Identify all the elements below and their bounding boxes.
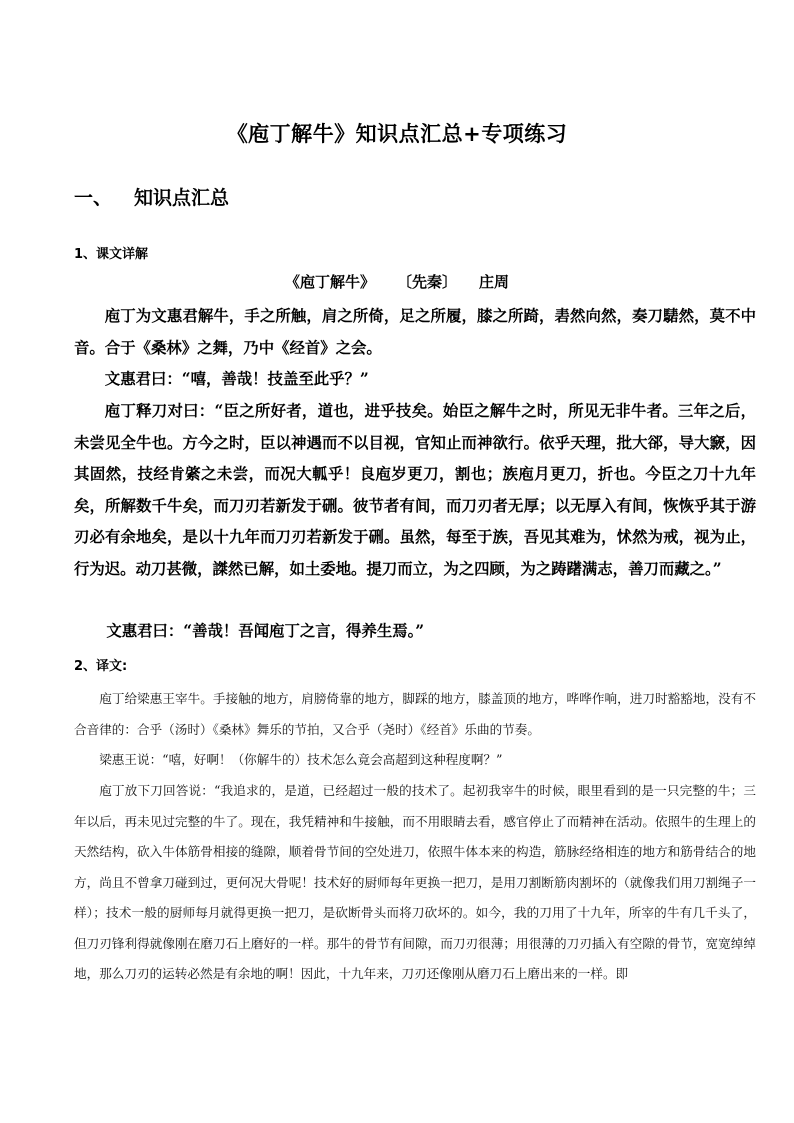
original-paragraph: 文惠君曰：“嘻，善哉！技盖至此乎？” xyxy=(104,370,369,388)
translation-paragraph: 梁惠王说：“嘻，好啊！（你解牛的）技术怎么竟会高超到这种程度啊？” xyxy=(99,752,503,767)
text-author: 庄周 xyxy=(479,273,510,291)
section-label: 知识点汇总 xyxy=(134,187,230,209)
subheading-translation: 2、译文: xyxy=(74,659,128,674)
original-paragraph: 文惠君曰：“善哉！吾闻庖丁之言，得养生焉。” xyxy=(106,622,425,640)
translation-paragraph: 庖丁给梁惠王宰牛。手接触的地方，肩膀倚靠的地方，脚踩的地方，膝盖顶的地方，哗哗作响，进刀时豁豁地，没有不合音律的：合乎（汤时）《桑林》舞乐的节拍，又合乎（尧时）《经首》乐曲的节奏。 xyxy=(74,691,756,737)
original-paragraph: 庖丁释刀对曰：“臣之所好者，道也，进乎技矣。始臣之解牛之时，所见无非牛者。三年之后，未尝见全牛也。方今之时，臣以神遇而不以目视，官知止而神欲行。依乎天理，批大郤，导大窾，因其固然，技经肯綮之未尝，而况大軱乎！良庖岁更刀，割也；族庖月更刀，折也。今臣之刀十九年矣，所解数千牛矣，而刀刃若新发于硎。彼节者有间，而刀刃者无厚；以无厚入有间，恢恢乎其于游刃必有余地矣，是以十九年而刀刃若新发于硎。虽然，每至于族，吾见其难为，怵然为戒，视为止，行为迟。动刀甚微，謋然已解，如土委地。提刀而立，为之四顾，为之踌躇满志，善刀而藏之。” xyxy=(74,402,756,578)
subheading-text-explanation: 1、课文详解 xyxy=(74,247,149,262)
text-dynasty: 〔先秦〕 xyxy=(396,273,457,291)
section-heading xyxy=(74,183,229,210)
original-paragraph: 庖丁为文惠君解牛，手之所触，肩之所倚，足之所履，膝之所踦，砉然向然，奏刀騞然，莫不中音。合于《桑林》之舞，乃中《经首》之会。 xyxy=(74,307,756,357)
classical-text-title xyxy=(0,271,794,292)
translation-paragraph: 庖丁放下刀回答说：“我追求的，是道，已经超过一般的技术了。起初我宰牛的时候，眼里看到的是一只完整的牛；三年以后，再未见过完整的牛了。现在，我凭精神和牛接触，而不用眼睛去看，感官停止了而精神在活动。依照牛的生理上的天然结构，砍入牛体筋骨相接的缝隙，顺着骨节间的空处进刀，依照牛体本来的构造，筋脉经络相连的地方和筋骨结合的地方，尚且不曾拿刀碰到过，更何况大骨呢！技术好的厨师每年更换一把刀，是用刀割断筋肉割坏的（就像我们用刀割绳子一样）；技术一般的厨师每月就得更换一把刀，是砍断骨头而将刀砍坏的。如今，我的刀用了十九年，所宰的牛有几千头了，但刀刃锋利得就像刚在磨刀石上磨好的一样。那牛的骨节有间隙，而刀刃很薄；用很薄的刀刃插入有空隙的骨节，宽宽绰绰地，那么刀刃的运转必然是有余地的啊！因此，十九年来，刀刃还像刚从磨刀石上磨出来的一样。即 xyxy=(74,783,756,981)
document-title: 《庖丁解牛》知识点汇总+专项练习 xyxy=(226,122,568,146)
text-name: 《庖丁解牛》 xyxy=(284,273,375,291)
section-number: 一、 xyxy=(74,187,113,209)
